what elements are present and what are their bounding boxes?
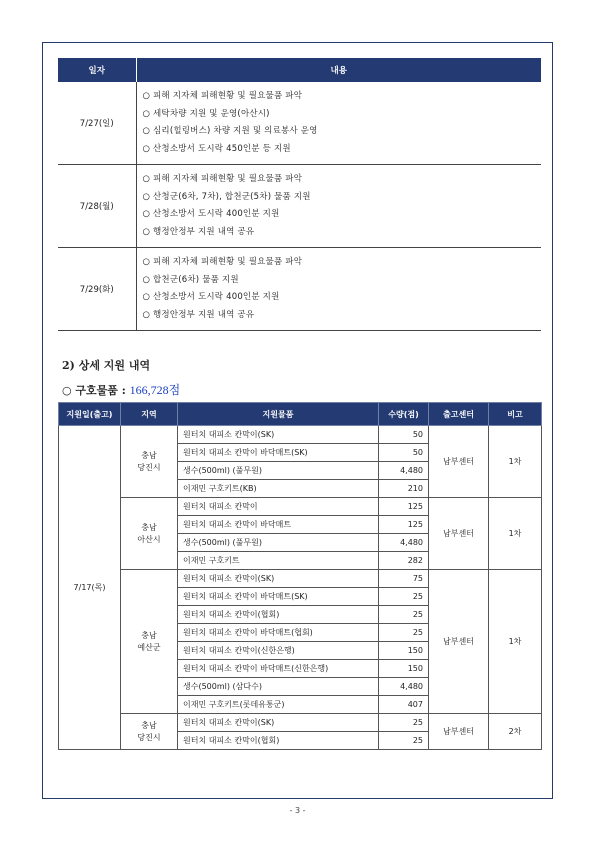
quantity-cell: 4,480	[379, 534, 429, 552]
item-name-cell: 원터치 대피소 칸막이	[178, 498, 379, 516]
center-cell: 남부센터	[429, 498, 489, 570]
region-cell: 충남 당진시	[121, 714, 178, 750]
item-name-cell: 원터치 대피소 칸막이(SK)	[178, 714, 379, 732]
relief-goods-total: 166,728점	[129, 383, 181, 397]
quantity-cell: 25	[379, 732, 429, 750]
quantity-cell: 125	[379, 498, 429, 516]
schedule-row	[58, 165, 541, 248]
quantity-cell: 25	[379, 714, 429, 732]
schedule-item: ○ 세탁차량 지원 및 운영(아산시)	[142, 108, 270, 119]
schedule-item: ○ 산청소방서 도시락 450인분 등 지원	[142, 143, 291, 154]
header-quantity: 수량(점)	[379, 403, 429, 426]
item-name-cell: 원터치 대피소 칸막이 바닥매트	[178, 516, 379, 534]
quantity-cell: 4,480	[379, 462, 429, 480]
region-cell: 충남 아산시	[121, 498, 178, 570]
item-name-cell: 생수(500ml) (풀무원)	[178, 534, 379, 552]
table-row	[59, 714, 542, 732]
schedule-date: 7/29(화)	[58, 248, 136, 331]
schedule-date: 7/28(월)	[58, 165, 136, 248]
quantity-cell: 150	[379, 660, 429, 678]
schedule-item: ○ 산청군(6차, 7차), 합천군(5차) 물품 지원	[142, 191, 311, 202]
schedule-content	[136, 165, 541, 248]
schedule-item: ○ 피해 지자체 피해현황 및 필요물품 파악	[142, 174, 303, 184]
item-name-cell: 원터치 대피소 칸막이 바닥매트(SK)	[178, 588, 379, 606]
detail-body	[59, 426, 542, 750]
schedule-date: 7/27(일)	[58, 82, 136, 165]
detail-table	[58, 402, 542, 750]
table-row	[59, 426, 542, 444]
header-item: 지원물품	[178, 403, 379, 426]
schedule-header-row	[58, 58, 541, 82]
schedule-content	[136, 248, 541, 331]
header-support-date: 지원일(출고)	[59, 403, 121, 426]
schedule-item: ○ 산청소방서 도시락 400인분 지원	[142, 209, 280, 219]
schedule-item: ○ 행정안정부 지원 내역 공유	[142, 309, 255, 320]
item-name-cell: 이재민 구호키트	[178, 552, 379, 570]
center-cell: 남부센터	[429, 426, 489, 498]
item-name-cell: 원터치 대피소 칸막이(SK)	[178, 570, 379, 588]
quantity-cell: 25	[379, 588, 429, 606]
schedule-item: ○ 심리(힐링버스) 차량 지원 및 의료봉사 운영	[142, 126, 318, 136]
header-date: 일자	[58, 58, 136, 82]
section-heading: 2) 상세 지원 내역	[62, 359, 151, 372]
detail-header-row	[59, 403, 542, 426]
schedule-row	[58, 248, 541, 331]
center-cell: 남부센터	[429, 714, 489, 750]
quantity-cell: 50	[379, 444, 429, 462]
schedule-item: ○ 행정안정부 지원 내역 공유	[142, 226, 255, 237]
center-cell: 남부센터	[429, 570, 489, 714]
item-name-cell: 원터치 대피소 칸막이(협회)	[178, 606, 379, 624]
item-name-cell: 생수(500ml) (삼다수)	[178, 678, 379, 696]
item-name-cell: 이재민 구호키트(롯데유통군)	[178, 696, 379, 714]
header-content: 내용	[136, 58, 541, 82]
item-name-cell: 생수(500ml) (풀무원)	[178, 462, 379, 480]
table-row	[59, 570, 542, 588]
quantity-cell: 25	[379, 606, 429, 624]
schedule-item: ○ 합천군(6차) 물품 지원	[142, 274, 239, 285]
header-note: 비고	[489, 403, 542, 426]
relief-goods-label: ○ 구호물품 :	[62, 384, 130, 397]
quantity-cell: 25	[379, 624, 429, 642]
page-number: - 3 -	[289, 806, 306, 815]
note-cell: 1차	[489, 570, 542, 714]
item-name-cell: 원터치 대피소 칸막이(신한은행)	[178, 642, 379, 660]
note-cell: 1차	[489, 426, 542, 498]
item-name-cell: 원터치 대피소 칸막이(SK)	[178, 426, 379, 444]
note-cell: 2차	[489, 714, 542, 750]
schedule-table	[58, 58, 541, 331]
header-center: 출고센터	[429, 403, 489, 426]
schedule-content	[136, 82, 541, 165]
item-name-cell: 원터치 대피소 칸막이 바닥매트(신한은행)	[178, 660, 379, 678]
note-cell: 1차	[489, 498, 542, 570]
quantity-cell: 210	[379, 480, 429, 498]
region-cell: 충남 예산군	[121, 570, 178, 714]
quantity-cell: 125	[379, 516, 429, 534]
relief-goods-summary	[62, 381, 180, 398]
schedule-item: ○ 산청소방서 도시락 400인분 지원	[142, 292, 280, 302]
schedule-item: ○ 피해 지자체 피해현황 및 필요물품 파악	[142, 91, 303, 101]
quantity-cell: 282	[379, 552, 429, 570]
quantity-cell: 50	[379, 426, 429, 444]
quantity-cell: 150	[379, 642, 429, 660]
quantity-cell: 4,480	[379, 678, 429, 696]
item-name-cell: 원터치 대피소 칸막이 바닥매트(협회)	[178, 624, 379, 642]
item-name-cell: 원터치 대피소 칸막이 바닥매트(SK)	[178, 444, 379, 462]
region-cell: 충남 당진시	[121, 426, 178, 498]
schedule-item: ○ 피해 지자체 피해현황 및 필요물품 파악	[142, 257, 303, 267]
schedule-row	[58, 82, 541, 165]
table-row	[59, 498, 542, 516]
quantity-cell: 407	[379, 696, 429, 714]
support-date-cell: 7/17(목)	[59, 426, 121, 750]
quantity-cell: 75	[379, 570, 429, 588]
item-name-cell: 원터치 대피소 칸막이(협회)	[178, 732, 379, 750]
item-name-cell: 이재민 구호키트(KB)	[178, 480, 379, 498]
header-region: 지역	[121, 403, 178, 426]
